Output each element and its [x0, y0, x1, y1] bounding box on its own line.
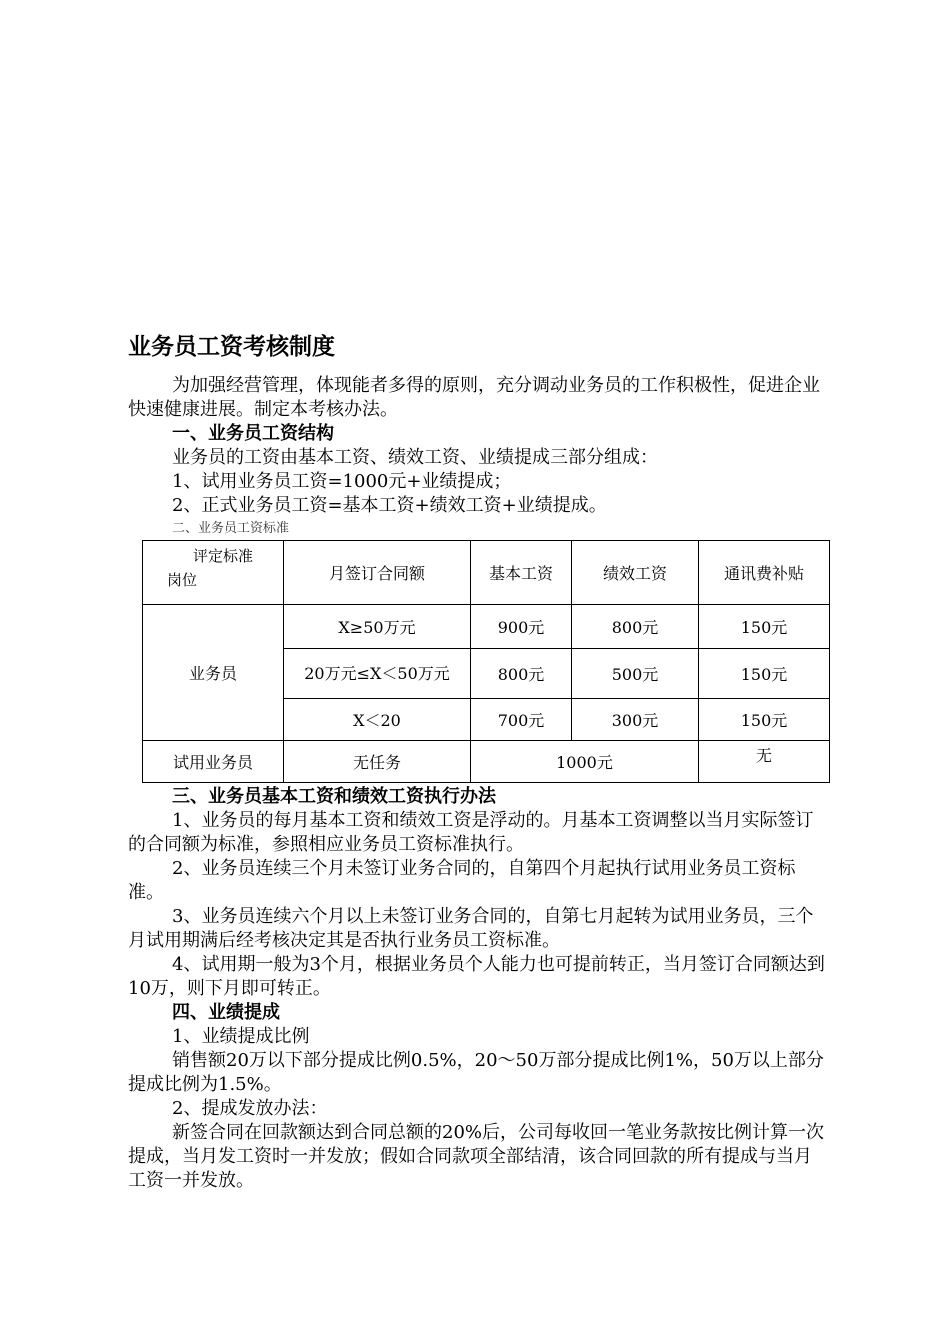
- section4-subheading-2: 2、提成发放办法：: [172, 1098, 328, 1119]
- row2-base: 800元: [471, 649, 572, 699]
- row1-perf: 800元: [572, 605, 699, 649]
- trial-role-cell: 试用业务员: [143, 741, 284, 783]
- header-position-label: 岗位: [167, 571, 198, 589]
- section1-paragraph-2: 1、试用业务员工资=1000元+业绩提成；: [172, 471, 512, 492]
- salary-standard-table: [142, 540, 830, 783]
- salesman-role-cell: 业务员: [143, 605, 284, 741]
- row3-comm: 150元: [699, 699, 830, 741]
- row2-perf: 500元: [572, 649, 699, 699]
- header-criteria-label: 评定标准: [193, 547, 254, 565]
- header-contract-amount: 月签订合同额: [284, 541, 471, 605]
- section-heading-3: 三、业务员基本工资和绩效工资执行办法: [172, 786, 496, 807]
- section3-paragraph-3: 3、业务员连续六个月以上未签订业务合同的，自第七月起转为试用业务员，三个月试用期满后经考核决定其是否执行业务员工资标准。: [128, 906, 814, 951]
- header-performance-salary: 绩效工资: [572, 541, 699, 605]
- table-header-diagonal-cell: [143, 541, 284, 605]
- row3-amount: X＜20: [284, 699, 471, 741]
- row1-amount: X≥50万元: [284, 605, 471, 649]
- document-title: 业务员工资考核制度: [128, 334, 335, 360]
- section4-paragraph-1: 销售额20万以下部分提成比例0.5%，20～50万部分提成比例1%，50万以上部分提成比例为1.5%。: [128, 1050, 824, 1095]
- section3-paragraph-2: 2、业务员连续三个月未签订业务合同的，自第四个月起执行试用业务员工资标准。: [128, 858, 796, 903]
- section1-paragraph-3: 2、正式业务员工资=基本工资+绩效工资+业绩提成。: [172, 495, 607, 516]
- trial-amount-cell: 无任务: [284, 741, 471, 783]
- header-communication-allowance: 通讯费补贴: [699, 541, 830, 605]
- row1-comm: 150元: [699, 605, 830, 649]
- header-base-salary: 基本工资: [471, 541, 572, 605]
- section3-paragraph-4: 4、试用期一般为3个月，根据业务员个人能力也可提前转正，当月签订合同额达到10万，则下月即可转正。: [128, 954, 825, 999]
- section1-paragraph-1: 业务员的工资由基本工资、绩效工资、业绩提成三部分组成：: [172, 447, 658, 468]
- row3-base: 700元: [471, 699, 572, 741]
- trial-pay-cell: 1000元: [471, 741, 699, 783]
- trial-comm-cell: 无: [699, 741, 830, 783]
- section-heading-1: 一、业务员工资结构: [172, 423, 334, 444]
- section-heading-4: 四、业绩提成: [172, 1002, 280, 1023]
- intro-paragraph: 为加强经营管理，体现能者多得的原则，充分调动业务员的工作积极性，促进企业快速健康进展。制定本考核办法。: [128, 375, 820, 420]
- table-row: [143, 605, 830, 649]
- document-page: [128, 330, 828, 1193]
- row2-comm: 150元: [699, 649, 830, 699]
- section3-paragraph-1: 1、业务员的每月基本工资和绩效工资是浮动的。月基本工资调整以当月实际签订的合同额为标准，参照相应业务员工资标准执行。: [128, 810, 814, 855]
- table-row: [143, 741, 830, 783]
- row1-base: 900元: [471, 605, 572, 649]
- section4-subheading-1: 1、业绩提成比例: [172, 1026, 310, 1047]
- row3-perf: 300元: [572, 699, 699, 741]
- section-caption-2: 二、业务员工资标准: [172, 521, 290, 536]
- section4-paragraph-2: 新签合同在回款额达到合同总额的20%后，公司每收回一笔业务款按比例计算一次提成，当月发工资时一并发放；假如合同款项全部结清，该合同回款的所有提成与当月工资一并发放。: [128, 1122, 825, 1191]
- row2-amount: 20万元≤X＜50万元: [284, 649, 471, 699]
